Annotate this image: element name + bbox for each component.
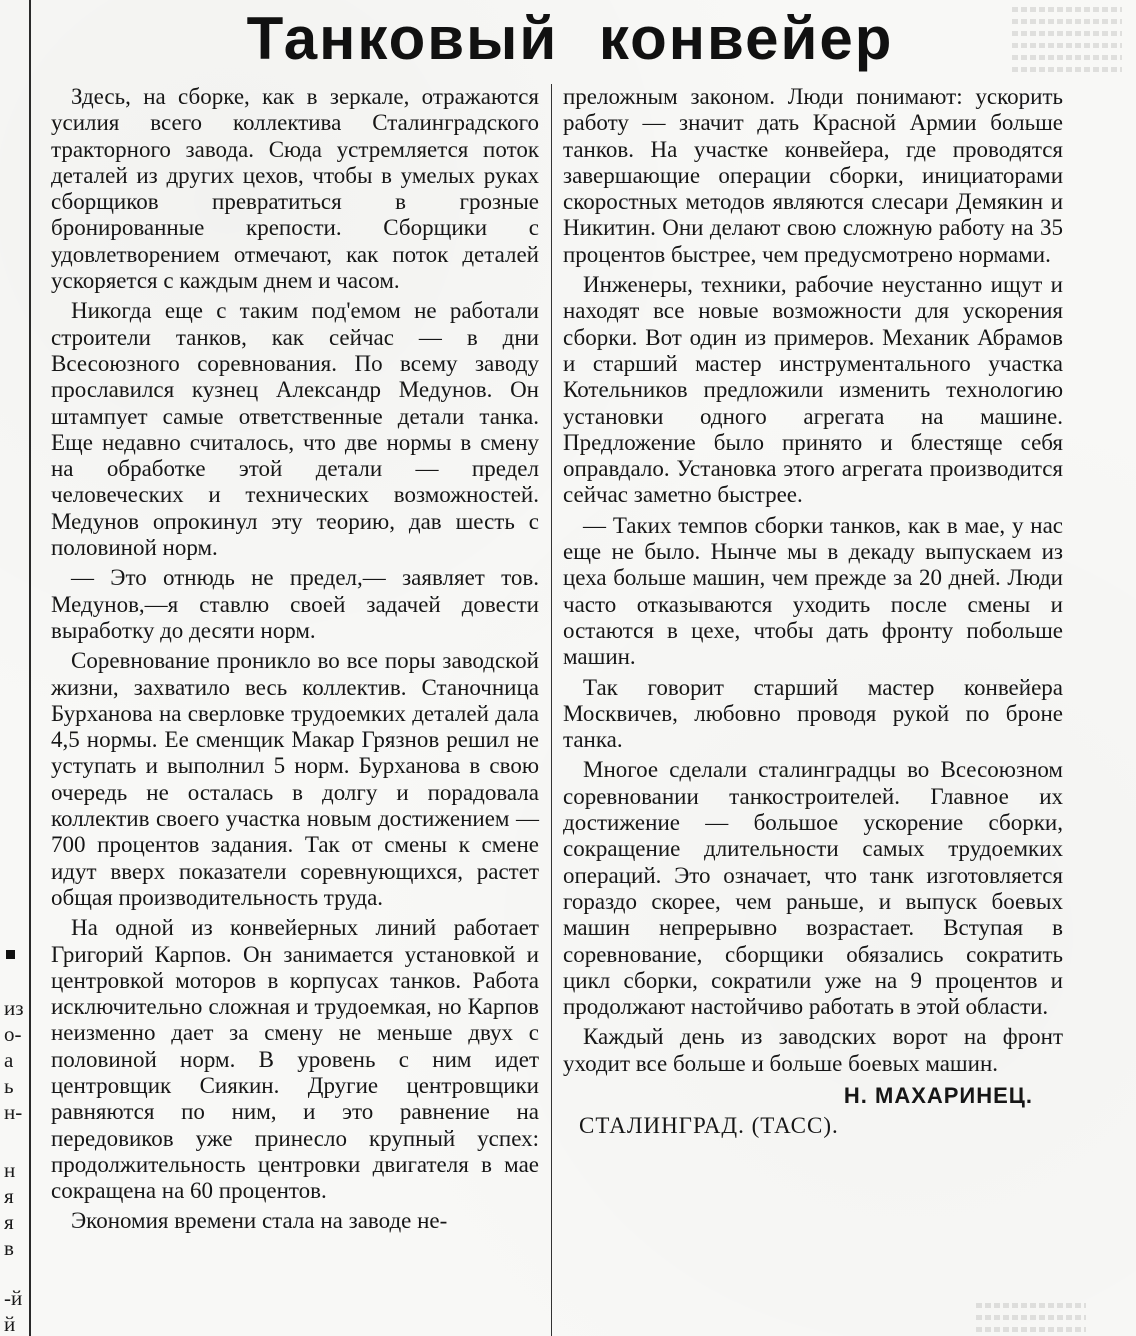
edge-fragment: из (4, 996, 24, 1020)
column-divider (551, 84, 552, 1336)
article-headline: Танковый конвейер (246, 5, 894, 72)
article-paragraph: Каждый день из заводских ворот на фронт уходит все больше и больше боевых машин. (563, 1024, 1063, 1076)
article-paragraph: — Таких темпов сборки танков, как в мае, у нас еще не было. Нынче мы в декаду выпускаем из цеха больше машин, чем прежде за 20 дней. Люди часто отказываются уходить после смены и остаются в цехе, чтобы дать фронту побольше машин. (563, 512, 1063, 670)
article-paragraph: Соревнование проникло во все поры заводской жизни, захватило весь коллектив. Станочница Бурханова на сверловке трудоемких деталей дала 4,5 нормы. Ее сменщик Макар Грязнов решил не уступать и выполнил 5 норм. Бурханова в свою очередь не осталась в долгу и порадовала коллектив своего участка новым достижением — 700 процентов задания. Так от смены к смене идут вверх показатели соревнующихся, растет общая производительность труда. (51, 648, 539, 910)
edge-fragment: я (4, 1184, 14, 1208)
dateline: СТАЛИНГРАД. (ТАСС). (579, 1113, 839, 1139)
article-paragraph: Инженеры, техники, рабочие неустанно ищут и находят все новые возможности для ускорения сборки. Вот один из примеров. Механик Абрамов и старший мастер инструментального участка Котельников предложили изменить технологию установки одного агрегата на машине. Предложение было принято и блестяще себя оправдало. Установка этого агрегата производится сейчас заметно быстрее. (563, 272, 1063, 508)
edge-fragment: н (4, 1158, 16, 1182)
article-paragraph: Так говорит старший мастер конвейера Москвичев, любовно проводя рукой по броне танка. (563, 674, 1063, 753)
article-paragraph: преложным законом. Люди понимают: ускорить работу — значит дать Красной Армии больше танков. На участке конвейера, где проводятся завершающие операции сборки, инициаторами скоростных методов являются слесари Демякин и Никитин. Они делают свою сложную работу на 35 процентов быстрее, чем предусмотрено нормами. (563, 84, 1063, 267)
article-paragraph: Многое сделали сталинградцы во Всесоюзном соревновании танкостроителей. Главное их достижение — большое ускорение сборки, сокращение длительности самых трудоемких операций. Это означает, что танк изготовляется гораздо скорее, чем раньше, и выпуск боевых машин непрерывно возрастает. Вступая в соревнование, сборщики обязались сократить цикл сборки, сократили уже на 9 процентов и продолжают настойчиво работать в этой области. (563, 757, 1063, 1020)
edge-fragment: в (4, 1236, 14, 1260)
article-column-right (563, 84, 1063, 1140)
edge-fragment: й (4, 1312, 16, 1336)
edge-fragment: а (4, 1048, 14, 1072)
edge-fragment: ь (4, 1074, 14, 1098)
bleed-through-text (976, 1296, 1086, 1336)
author-signature: Н. МАХАРИНЕЦ. (843, 1082, 1033, 1108)
article-paragraph: Никогда еще с таким под'емом не работали строители танков, как сейчас — в дни Всесоюзного соревнования. По всему заводу прославился кузнец Александр Медунов. Он штампует самые ответственные детали танка. Еще недавно считалось, что две нормы в смену на обработке этой детали — предел человеческих и технических возможностей. Медунов опрокинул эту теорию, дав шесть с половиной норм. (51, 298, 539, 561)
edge-fragment: -й (4, 1286, 23, 1310)
adjacent-column-fragment (0, 0, 26, 1336)
article-column-left (51, 84, 539, 1239)
article-paragraph: На одной из конвейерных линий работает Григорий Карпов. Он занимается установкой и центровкой моторов в корпусах танков. Работа исключительно сложная и трудоемкая, но Карпов неизменно дает за смену не меньше двух с половиной норм. В уровень с ним идет центровщик Сиякин. Другие центровщики равняются по ним, и это равнение на передовиков уже принесло крупный успех: продолжительность центровки двигателя в мае сокращена на 60 процентов. (51, 915, 539, 1204)
article-paragraph: — Это отнюдь не предел,— заявляет тов. Медунов,—я ставлю своей задачей довести выработку до десяти норм. (51, 565, 539, 643)
edge-fragment: н- (4, 1100, 23, 1124)
edge-fragment: я (4, 1210, 14, 1234)
bullet-square (6, 950, 15, 959)
article-paragraph: Экономия времени стала на заводе не- (71, 1208, 448, 1234)
column-divider-left (29, 0, 31, 1336)
edge-fragment: о- (4, 1022, 22, 1046)
article-paragraph: Здесь, на сборке, как в зеркале, отражаются усилия всего коллектива Сталинградского тракторного завода. Сюда устремляется поток деталей из других цехов, чтобы в умелых руках сборщиков превратиться в грозные бронированные крепости. Сборщики с удовлетворением отмечают, как поток деталей ускоряется с каждым днем и часом. (51, 84, 539, 294)
